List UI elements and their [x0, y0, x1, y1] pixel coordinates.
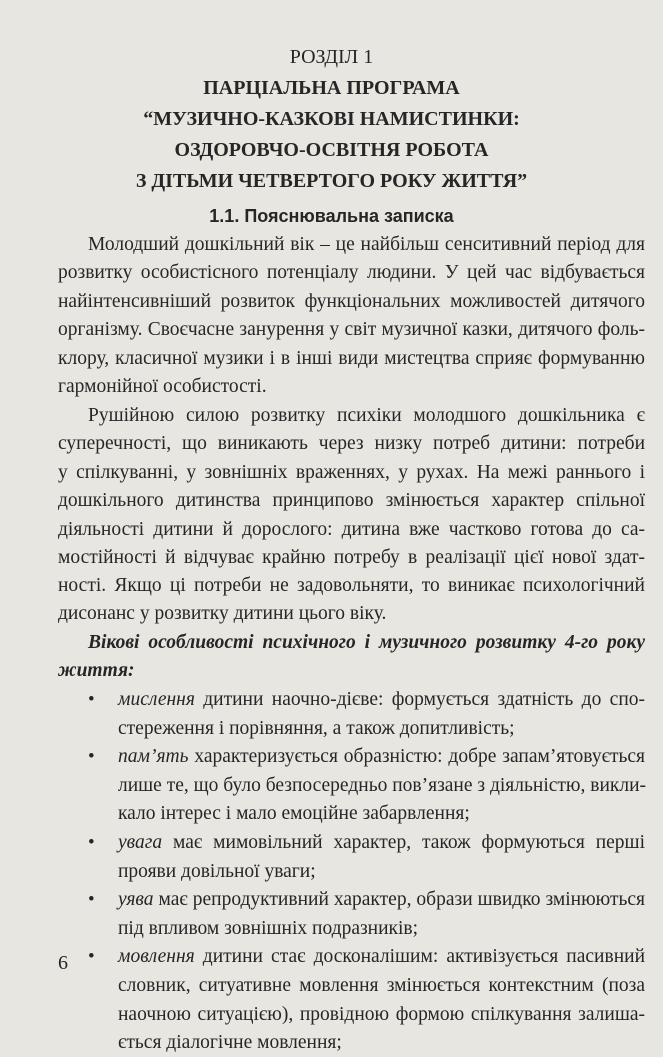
text-line: у спілкуванні, у зовнішніх враженнях, у рухах. На межі раннього і — [58, 462, 645, 483]
text-line: клору, класичної музики і в інші види мистецтва сприяє формуванню — [58, 348, 645, 369]
text-line: розвитку особистісного потенціалу людини. У цей час відбувається — [58, 262, 645, 283]
title-line: ОЗДОРОВЧО-ОСВІТНЯ РОБОТА — [174, 139, 489, 161]
bullet-text: характеризується образністю: добре запам’ятовується — [188, 746, 645, 768]
subsection-heading: 1.1. Пояснювальна записка — [209, 206, 454, 226]
text-line: словник, ситуативне мовлення змінюється контекстним (поза — [118, 975, 645, 996]
bullet-term: увага — [118, 832, 163, 853]
bullet-icon: • — [88, 889, 95, 911]
title-line: З ДІТЬМИ ЧЕТВЕРТОГО РОКУ ЖИТТЯ” — [135, 170, 528, 192]
text-line: суперечності, що виникають через низку потреб дитини: потреби — [58, 433, 645, 454]
text-line: організму. Своєчасне занурення у світ музичної казки, дитячого фоль- — [58, 319, 645, 340]
bullet-term: пам’ять — [118, 746, 189, 768]
text-line: Вікові особливості психічного і музичного розвитку 4-го року — [88, 632, 645, 653]
text-line — [118, 686, 645, 714]
text-line — [118, 743, 645, 771]
text-line: діяльності дитини й дорослого: дитина вже частково готова до са- — [58, 519, 645, 540]
bullet-term: уява — [118, 889, 154, 911]
text-line: під впливом зовнішніх подразників; — [118, 917, 419, 939]
bullet-term: мовлення — [118, 946, 195, 968]
text-line: дисонанс у розвитку дитини цього віку. — [58, 603, 387, 624]
text-line — [118, 886, 645, 914]
text-line: ється діалогічне мовлення; — [118, 1032, 342, 1054]
text-line: стереження і порівняння, а також допитливість; — [118, 717, 515, 739]
bullet-text: дитини стає досконалішим: активізується пасивний — [194, 946, 645, 968]
text-line: ності. Якщо ці потреби не задовольняти, то виникає психологічний — [58, 575, 645, 596]
bullet-icon: • — [88, 746, 95, 768]
text-line: Молодший дошкільний вік – це найбільш сенситивний період для — [88, 234, 645, 255]
title-line: “МУЗИЧНО-КАЗКОВІ НАМИСТИНКИ: — [143, 108, 520, 130]
text-line: життя: — [58, 660, 135, 681]
text-line — [118, 829, 645, 857]
text-line: мостійності й відчуває крайню потребу в реалізації цієї нової здат- — [58, 547, 645, 568]
text-line: лише те, що було безпосередньо пов’язане з діяльністю, викли- — [118, 774, 647, 796]
bullet-text: має репродуктивний характер, образи швидко змінюються — [153, 889, 645, 911]
text-line: кало інтерес і мало емоційне забарвлення; — [118, 803, 470, 825]
page-number: 6 — [58, 952, 68, 974]
bullet-term: мислення — [118, 689, 195, 710]
text-line: прояви довільної уваги; — [118, 860, 316, 882]
text-line: Рушійною силою розвитку психіки молодшого дошкільника є — [88, 405, 645, 426]
title-line: ПАРЦІАЛЬНА ПРОГРАМА — [203, 77, 460, 99]
section-label: РОЗДІЛ 1 — [289, 46, 374, 68]
text-line — [118, 943, 645, 971]
bullet-icon: • — [88, 946, 95, 968]
text-line: гармонійної особистості. — [58, 376, 267, 397]
bullet-text: має мимовільний характер, також формуються перші — [162, 832, 645, 853]
bullet-icon: • — [88, 832, 95, 853]
text-line: дошкільного дитинства принципово змінюється характер спільної — [58, 490, 645, 511]
bullet-icon: • — [88, 689, 95, 710]
text-line: наочною ситуацією), провідною формою спілкування залиша- — [118, 1003, 645, 1025]
text-line: найінтенсивніший розвиток функціональних можливостей дитячого — [58, 291, 645, 312]
bullet-text: дитини наочно-дієве: формується здатність до спо- — [194, 689, 645, 710]
